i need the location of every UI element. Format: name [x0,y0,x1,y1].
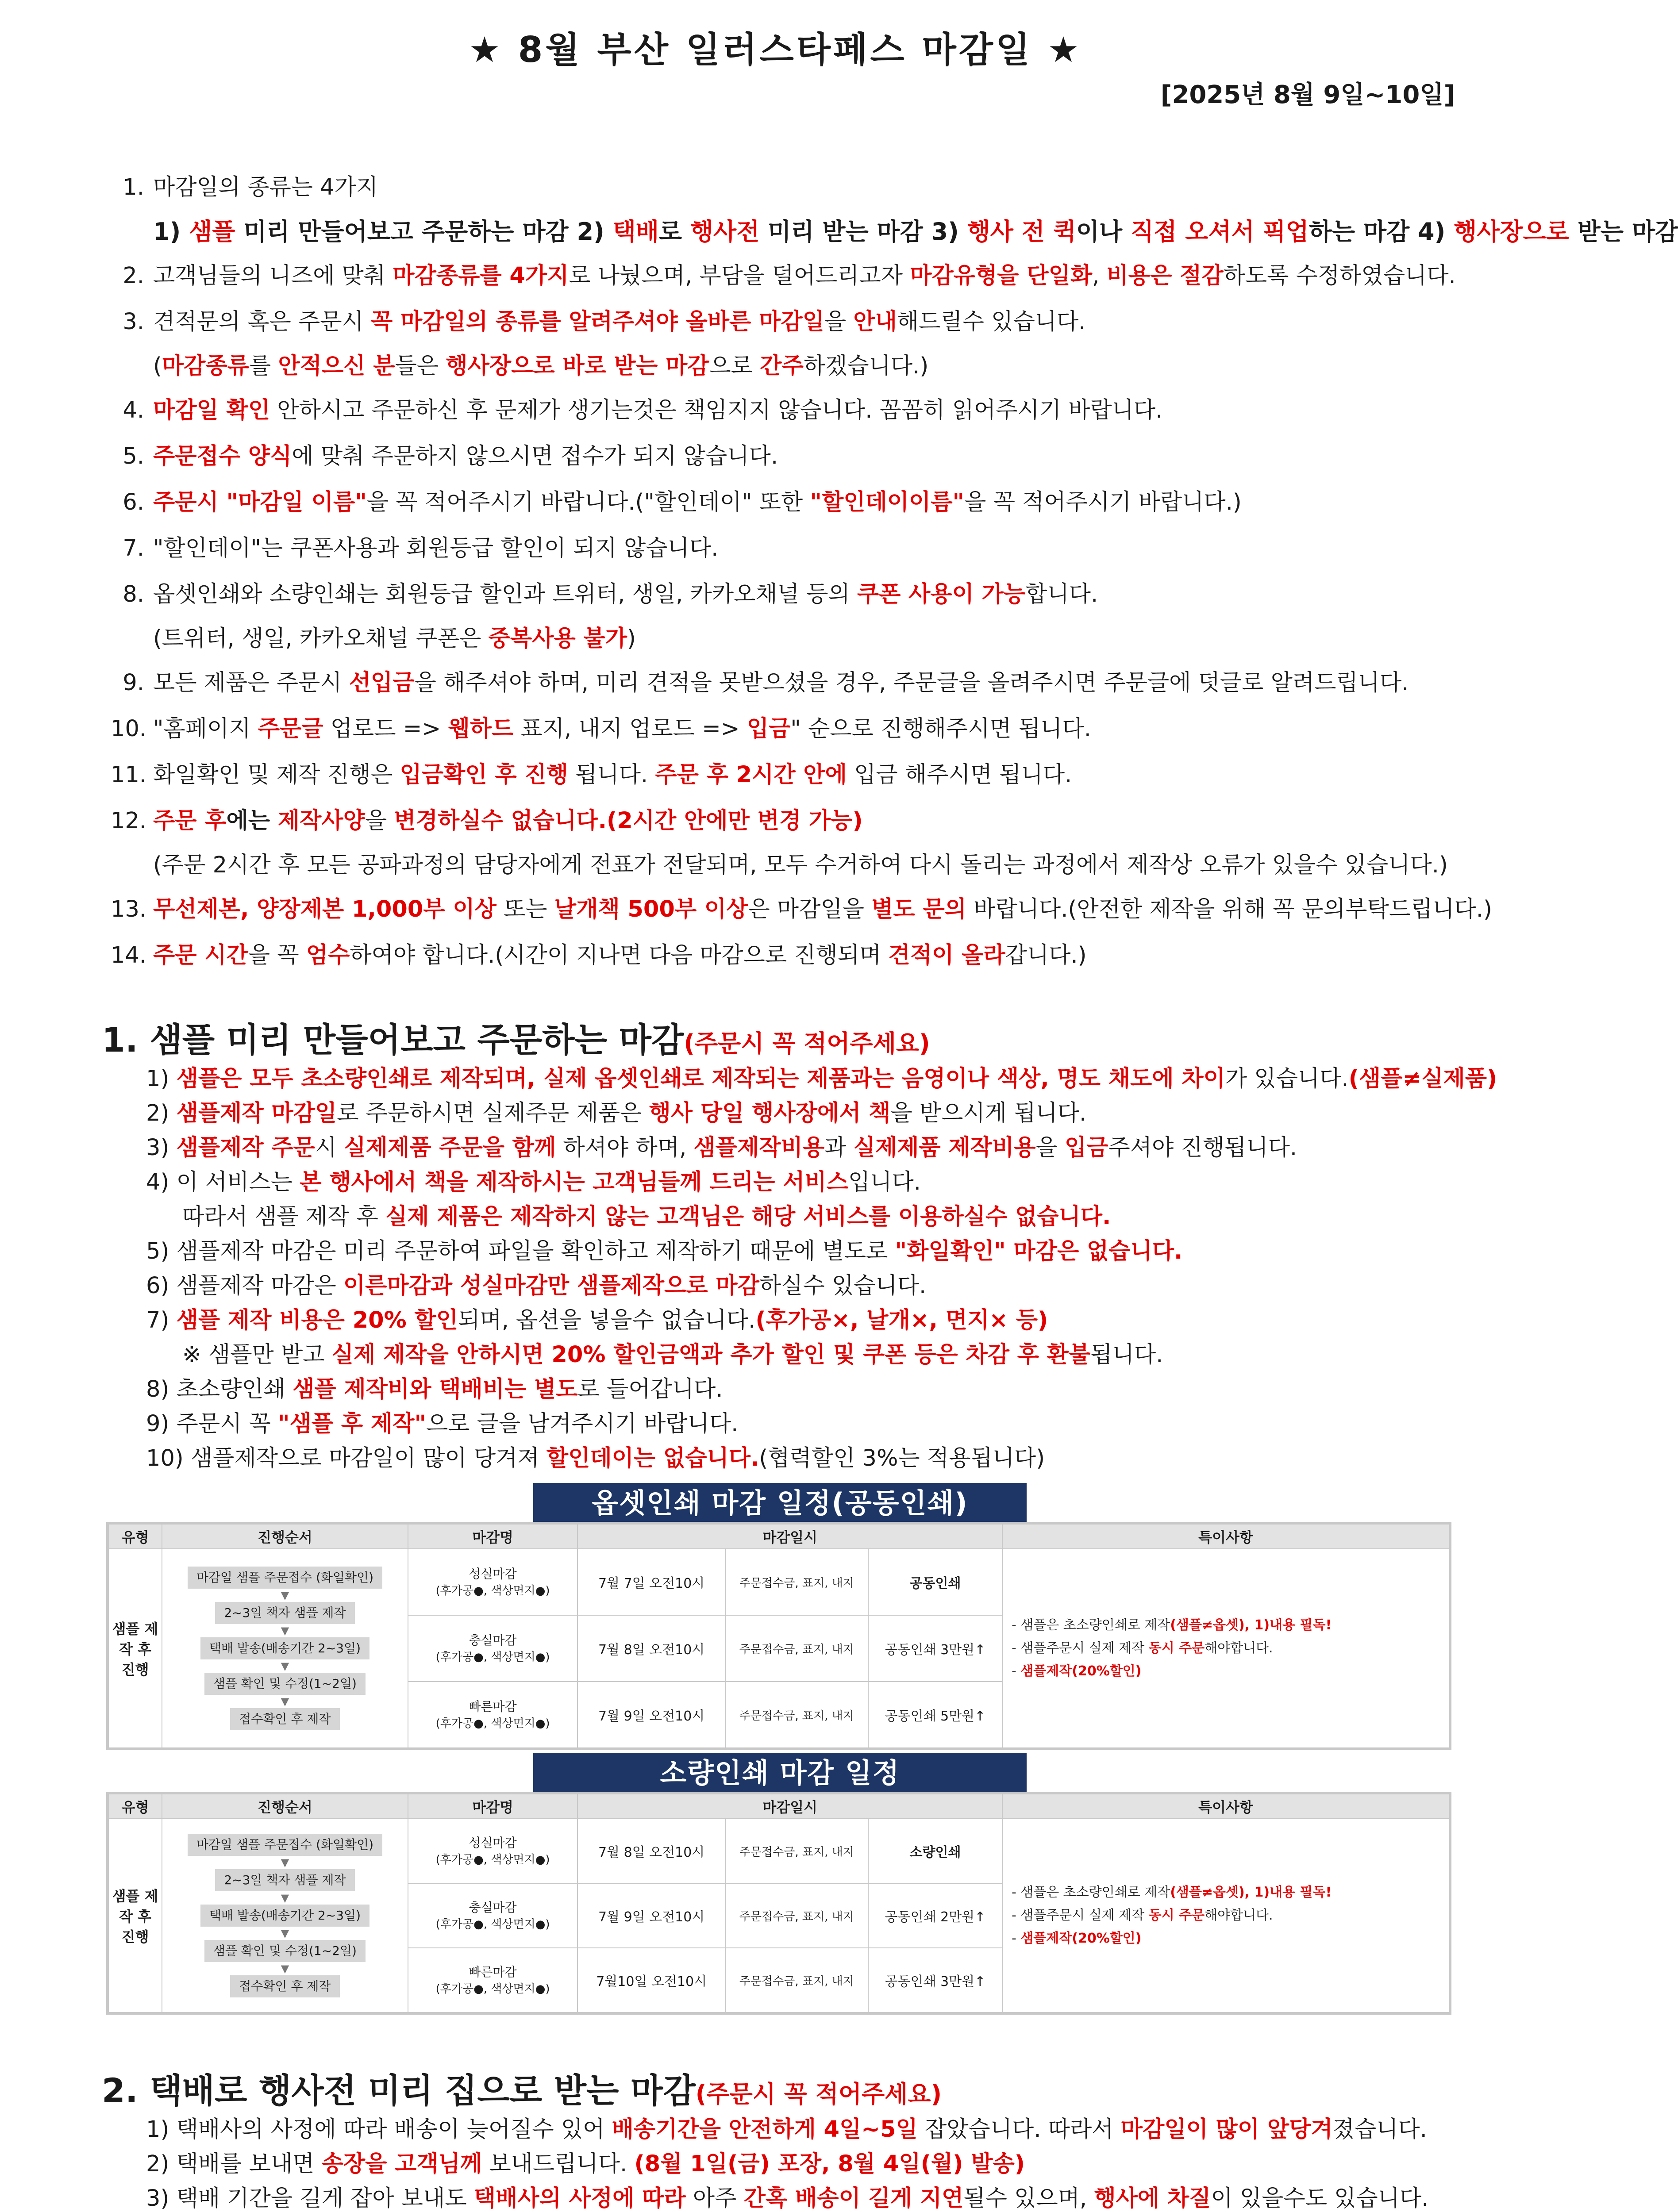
notice-item-9: 9. 모든 제품은 주문시 선입금을 해주셔야 하며, 미리 견적을 못받으셨을 경우, 주문글을 올려주시면 주문글에 덧글로 알려드립니다. [123,670,1409,696]
table-header: 마감명 [408,1524,578,1549]
notice-item-1: 1. 마감일의 종류는 4가지 [123,174,378,200]
page-title: ★ 8월 부산 일러스타페스 마감일 ★ [469,29,1082,70]
table-cell: 7월 7일 오전10시 [577,1549,725,1615]
table-cell: 7월10일 오전10시 [577,1948,725,2012]
table-header: 마감일시 [577,1794,1002,1819]
arrow-down-icon: ▼ [281,1660,289,1672]
table-cell: 7월 8일 오전10시 [577,1819,725,1883]
s1-item: 8) 초소량인쇄 샘플 제작비와 택배비는 별도로 들어갑니다. [146,1376,723,1402]
s1-item: 4) 이 서비스는 본 행사에서 책을 제작하시는 고객님들께 드리는 서비스입니다. [146,1169,921,1195]
table-header: 마감명 [408,1794,578,1819]
table-header: 마감일시 [577,1524,1002,1549]
arrow-down-icon: ▼ [281,1962,289,1975]
notice-item-1-types: 1) 샘플 미리 만들어보고 주문하는 마감 2) 택배로 행사전 미리 받는 마감 3) 행사 전 퀵이나 직접 오셔서 픽업하는 마감 4) 행사장으로 받는 마감 [153,218,1678,246]
process-step: 택배 발송(배송기간 2~3일) [200,1905,369,1927]
s1-item: 7) 샘플 제작 비용은 20% 할인되며, 옵션을 넣을수 없습니다.(후가공×, 날개×, 면지× 등) [146,1307,1048,1333]
section-1-list [146,1062,1497,1476]
table-cell: 7월 9일 오전10시 [577,1682,725,1748]
s1-item: 따라서 샘플 제작 후 실제 제품은 제작하지 않는 고객님은 해당 서비스를 이용하실수 없습니다. [182,1204,1111,1230]
section-2-title: 2. 택배로 행사전 미리 집으로 받는 마감(주문시 꼭 적어주세요) [102,2071,942,2110]
table-cell: 공동인쇄 5만원↑ [868,1682,1002,1748]
table-cell: 주문접수금, 표지, 내지 [725,1948,868,2012]
table-cell: 주문접수금, 표지, 내지 [725,1615,868,1682]
s1-item: 2) 샘플제작 마감일로 주문하시면 실제주문 제품은 행사 당일 행사장에서 책을 받으시게 됩니다. [146,1100,1087,1126]
table-row [108,1819,1449,1883]
s1-item: 9) 주문시 꼭 "샘플 후 제작"으로 글을 남겨주시기 바랍니다. [146,1411,739,1437]
table-header: 유형 [108,1524,162,1549]
table-row [108,1549,1449,1615]
table-cell: 성실마감 (후가공●, 색상면지●) [408,1549,578,1615]
process-step: 2~3일 책자 샘플 제작 [215,1602,354,1624]
notice-item-6: 6. 주문시 "마감일 이름"을 꼭 적어주시기 바랍니다.("할인데이" 또한 "할인데이이름"을 꼭 적어주시기 바랍니다.) [123,489,1242,515]
process-step: 마감일 샘플 주문접수 (화일확인) [188,1834,382,1856]
table-cell: 성실마감 (후가공●, 색상면지●) [408,1819,578,1883]
type-cell: 샘플 제작 후 진행 [108,1549,162,1748]
arrow-down-icon: ▼ [281,1927,289,1939]
offset-schedule-table [106,1522,1451,1750]
table-cell: 주문접수금, 표지, 내지 [725,1819,868,1883]
notice-item-12-sub: (주문 2시간 후 모든 공파과정의 담당자에게 전표가 전달되며, 모두 수거하여 다시 돌리는 과정에서 제작상 오류가 있을수 있습니다.) [153,852,1448,878]
notice-item-10: 10. "홈페이지 주문글 업로드 => 웹하드 표지, 내지 업로드 => 입금" 순으로 진행해주시면 됩니다. [111,716,1091,742]
small-print-schedule-table [106,1792,1451,2015]
table-cell: 공동인쇄 3만원↑ [868,1615,1002,1682]
table-cell: 7월 8일 오전10시 [577,1615,725,1682]
arrow-down-icon: ▼ [281,1856,289,1869]
notice-item-12: 12. 주문 후에는 제작사양을 변경하실수 없습니다.(2시간 안에만 변경 가능) [111,808,863,834]
table-header: 유형 [108,1794,162,1819]
table-cell: 7월 9일 오전10시 [577,1883,725,1948]
s1-item: 6) 샘플제작 마감은 이른마감과 성실마감만 샘플제작으로 마감하실수 있습니다. [146,1273,927,1299]
s1-item: 5) 샘플제작 마감은 미리 주문하여 파일을 확인하고 제작하기 때문에 별도로 "화일확인" 마감은 없습니다. [146,1238,1183,1264]
table-cell: 공동인쇄 2만원↑ [868,1883,1002,1948]
notice-item-13: 13. 무선제본, 양장제본 1,000부 이상 또는 날개책 500부 이상은 마감일을 별도 문의 바랍니다.(안전한 제작을 위해 꼭 문의부탁드립니다.) [111,896,1492,922]
table-cell: - 샘플은 초소량인쇄로 제작(샘플≠옵셋), 1)내용 필독! - 샘플주문시 실제 제작 동시 주문해야합니다. - 샘플제작(20%할인) [1002,1819,1449,2012]
table-cell: 샘플 제작 후 진행 [108,1819,162,2012]
notice-item-3-sub: (마감종류를 안적으신 분들은 행사장으로 바로 받는 마감으로 간주하겠습니다.) [153,353,929,379]
table-header: 특이사항 [1002,1524,1449,1549]
table-header: 특이사항 [1002,1794,1449,1819]
table-cell: 주문접수금, 표지, 내지 [725,1682,868,1748]
notice-item-11: 11. 화일확인 및 제작 진행은 입금확인 후 진행 됩니다. 주문 후 2시간 안에 입금 해주시면 됩니다. [111,762,1072,788]
notice-item-7: 7. "할인데이"는 쿠폰사용과 회원등급 할인이 되지 않습니다. [123,535,719,561]
notice-item-8: 8. 옵셋인쇄와 소량인쇄는 회원등급 할인과 트위터, 생일, 카카오채널 등의 쿠폰 사용이 가능합니다. [123,581,1098,607]
table-cell: 공동인쇄 3만원↑ [868,1948,1002,2012]
process-step: 마감일 샘플 주문접수 (화일확인) [188,1567,382,1589]
table-row [108,1524,1449,1549]
notice-item-4: 4. 마감일 확인 안하시고 주문하신 후 문제가 생기는것은 책임지지 않습니다. 꼼꼼히 읽어주시기 바랍니다. [123,397,1163,423]
table-header: 진행순서 [162,1794,408,1819]
table-cell: 공동인쇄 [868,1549,1002,1615]
process-step: 택배 발송(배송기간 2~3일) [200,1637,369,1659]
s2-item: 3) 택배 기간을 길게 잡아 보내도 택배사의 사정에 따라 아주 간혹 배송이 길게 지연될수 있으며, 행사에 차질이 있을수도 있습니다. [146,2185,1429,2212]
table-cell: 소량인쇄 [868,1819,1002,1883]
s1-item: 10) 샘플제작으로 마감일이 많이 당겨져 할인데이는 없습니다.(협력할인 3%는 적용됩니다) [146,1445,1045,1471]
table-cell: 충실마감 (후가공●, 색상면지●) [408,1883,578,1948]
arrow-down-icon: ▼ [281,1695,289,1708]
table-cell [162,1819,408,2012]
table-cell: 충실마감 (후가공●, 색상면지●) [408,1615,578,1682]
notice-item-3: 3. 견적문의 혹은 주문시 꼭 마감일의 종류를 알려주셔야 올바른 마감일을 안내해드릴수 있습니다. [123,309,1086,335]
notice-item-14: 14. 주문 시간을 꼭 엄수하여야 합니다.(시간이 지나면 다음 마감으로 진행되며 견적이 올라갑니다.) [111,942,1087,968]
s1-item: 1) 샘플은 모두 초소량인쇄로 제작되며, 실제 옵셋인쇄로 제작되는 제품과는 음영이나 색상, 명도 채도에 차이가 있습니다.(샘플≠실제품) [146,1066,1497,1092]
event-date: [2025년 8월 9일~10일] [1160,81,1455,109]
s2-item: 2) 택배를 보내면 송장을 고객님께 보내드립니다. (8월 1일(금) 포장, 8월 4일(월) 발송) [146,2151,1025,2177]
schedule-table [108,1793,1450,2013]
process-step: 2~3일 책자 샘플 제작 [215,1869,354,1891]
notice-item-8-sub: (트위터, 생일, 카카오채널 쿠폰은 중복사용 불가) [153,626,636,652]
arrow-down-icon: ▼ [281,1892,289,1904]
schedule-table [108,1524,1450,1748]
notice-item-2: 2. 고객님들의 니즈에 맞춰 마감종류를 4가지로 나눴으며, 부담을 덜어드리고자 마감유형을 단일화, 비용은 절감하도록 수정하였습니다. [123,263,1456,289]
s1-item: 3) 샘플제작 주문시 실제제품 주문을 함께 하셔야 하며, 샘플제작비용과 실제제품 제작비용을 입금주셔야 진행됩니다. [146,1135,1297,1161]
table-cell: 빠른마감 (후가공●, 색상면지●) [408,1948,578,2012]
table-header: 진행순서 [162,1524,408,1549]
table-row [108,1794,1449,1819]
section-1-title: 1. 샘플 미리 만들어보고 주문하는 마감(주문시 꼭 적어주세요) [102,1020,930,1060]
special-notes: - 샘플은 초소량인쇄로 제작(샘플≠옵셋), 1)내용 필독! - 샘플주문시 실제 제작 동시 주문해야합니다. - 샘플제작(20%할인) [1002,1549,1449,1748]
notice-list [111,165,1678,979]
s1-item: ※ 샘플만 받고 실제 제작을 안하시면 20% 할인금액과 추가 할인 및 쿠폰 등은 차감 후 환불됩니다. [182,1342,1163,1368]
table-cell: 주문접수금, 표지, 내지 [725,1549,868,1615]
table-cell: 주문접수금, 표지, 내지 [725,1883,868,1948]
section-2-list [146,2112,1474,2212]
notice-item-5: 5. 주문접수 양식에 맞춰 주문하지 않으시면 접수가 되지 않습니다. [123,443,778,469]
s2-item: 1) 택배사의 사정에 따라 배송이 늦어질수 있어 배송기간을 안전하게 4일~5일 잡았습니다. 따라서 마감일이 많이 앞당겨졌습니다. [146,2116,1427,2143]
process-step: 접수확인 후 제작 [230,1708,339,1730]
flow-cell [162,1549,408,1748]
offset-schedule-title: 옵셋인쇄 마감 일정(공동인쇄) [533,1483,1027,1524]
process-step: 샘플 확인 및 수정(1~2일) [204,1940,366,1962]
process-step: 샘플 확인 및 수정(1~2일) [204,1673,366,1695]
arrow-down-icon: ▼ [281,1589,289,1601]
process-step: 접수확인 후 제작 [230,1975,339,1997]
table-cell: 빠른마감 (후가공●, 색상면지●) [408,1682,578,1748]
small-print-schedule-title: 소량인쇄 마감 일정 [533,1753,1027,1793]
arrow-down-icon: ▼ [281,1624,289,1637]
